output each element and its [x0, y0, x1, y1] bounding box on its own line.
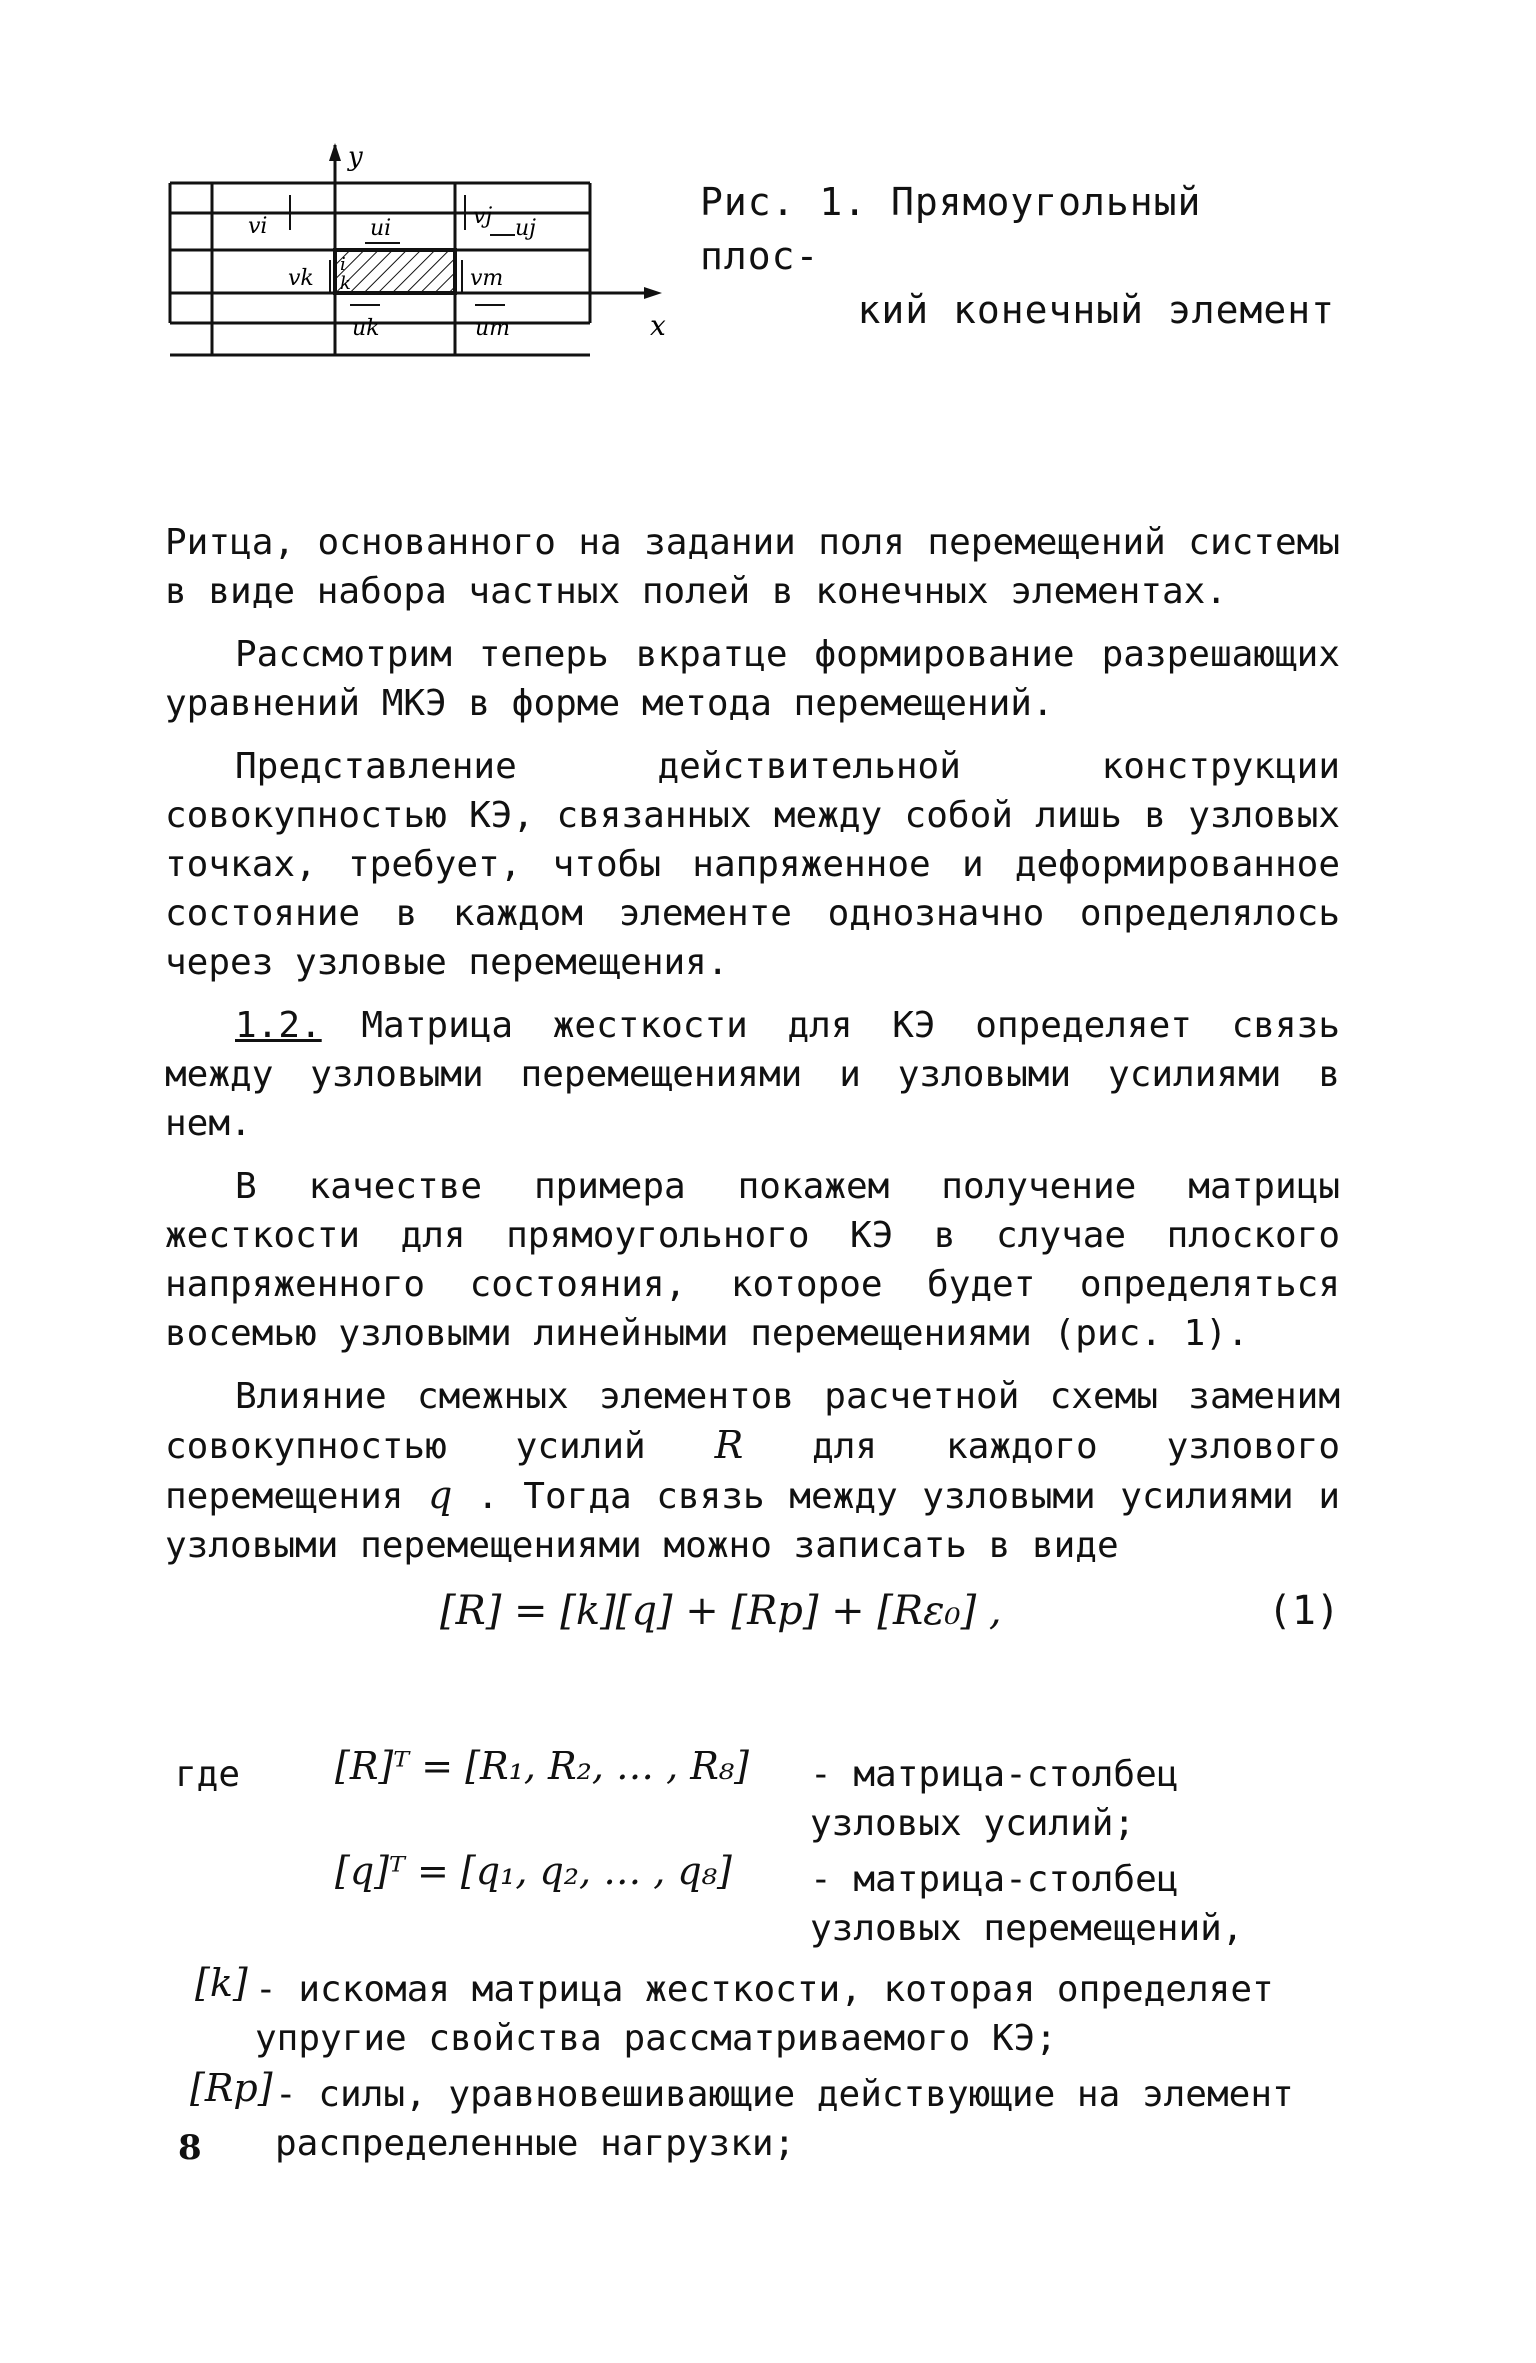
label-ui: ui [370, 216, 392, 241]
label-node-i: i [340, 254, 346, 275]
page-number: 8 [178, 2128, 202, 2168]
definition-text-R: - матрица-столбец узловых усилий; [810, 1754, 1179, 1844]
caption-line2: кий конечный элемент [857, 288, 1335, 332]
figure-caption [700, 175, 1340, 337]
label-vm: vm [470, 266, 504, 291]
symbol-q: q [428, 1473, 453, 1517]
paragraph-6 [165, 1372, 1340, 1570]
section-number: 1.2. [235, 1005, 322, 1046]
finite-element-figure [170, 142, 700, 505]
paragraph-3: Представление действительной конструкции совокупностью КЭ, связанных между собой лишь в узловых точках, требует, чтобы напряженное и деформированное состояние в каждом элементе однозначно определялось через узловые перемещения. [165, 746, 1340, 983]
paragraph-4-text: Матрица жесткости для КЭ определяет связь между узловыми перемещениями и узловыми усилиями в нем. [165, 1005, 1340, 1144]
definition-text-q: - матрица-столбец узловых перемещений, [810, 1859, 1244, 1949]
caption-line1: Рис. 1. Прямоугольный плос- [700, 180, 1202, 278]
definition-symbol-Rp: [Rp] [190, 2066, 273, 2110]
paragraph-6-part-a: Влияние смежных элементов расчетной схемы заменим совокупностью усилий [165, 1376, 1340, 1467]
label-x: x [650, 309, 666, 342]
definition-row-1 [165, 1744, 1345, 1855]
definition-text-Rp: - силы, уравновешивающие действующие на элемент распределенные нагрузки; [275, 2074, 1294, 2164]
equation-number: (1) [1267, 1588, 1340, 1634]
equation-1 [440, 1588, 1340, 1648]
definition-row-3 [165, 1961, 1345, 2070]
symbol-R: R [714, 1423, 744, 1467]
definitions [165, 1744, 1345, 2175]
label-um: um [475, 316, 511, 341]
label-uk: uk [352, 316, 380, 341]
label-vk: vk [288, 266, 314, 291]
figure-diagram [170, 142, 700, 505]
body-text [165, 518, 1340, 1584]
definition-formula-R: [R]ᵀ = [R₁, R₂, … , R₈] [335, 1744, 749, 1788]
label-uj: uj [515, 216, 536, 241]
definition-symbol-k: [k] [195, 1961, 248, 2005]
definition-row-4 [165, 2066, 1345, 2175]
equation-formula: [R] = [k][q] + [Rp] + [Rε₀] , [440, 1588, 1002, 1634]
label-node-k: k [340, 273, 351, 294]
paragraph-6-part-b: для каждого узлового перемещения [165, 1426, 1340, 1517]
label-y: y [348, 142, 363, 172]
paragraph-6-part-c: . Тогда связь между узловыми усилиями и узловыми перемещениями можно записать в виде [165, 1476, 1340, 1566]
definition-formula-q: [q]ᵀ = [q₁, q₂, … , q₈] [335, 1849, 732, 1893]
definition-row-2 [165, 1849, 1345, 1965]
label-vi: vi [248, 214, 268, 239]
definition-text-k: - искомая матрица жесткости, которая определяет упругие свойства рассматриваемого КЭ; [255, 1969, 1274, 2059]
hatched-element [335, 250, 455, 293]
paragraph-5: В качестве примера покажем получение матрицы жесткости для прямоугольного КЭ в случае плоского напряженного состояния, которое будет определяться восемью узловыми линейными перемещениями (рис. 1). [165, 1166, 1340, 1354]
label-vj: vj [473, 204, 493, 229]
paragraph-2: Рассмотрим теперь вкратце формирование разрешающих уравнений МКЭ в форме метода перемещений. [165, 634, 1340, 724]
paragraph-4 [165, 1001, 1340, 1148]
paragraph-1: Ритца, основанного на задании поля перемещений системы в виде набора частных полей в конечных элементах. [165, 522, 1340, 612]
where-label: где [175, 1754, 241, 1795]
